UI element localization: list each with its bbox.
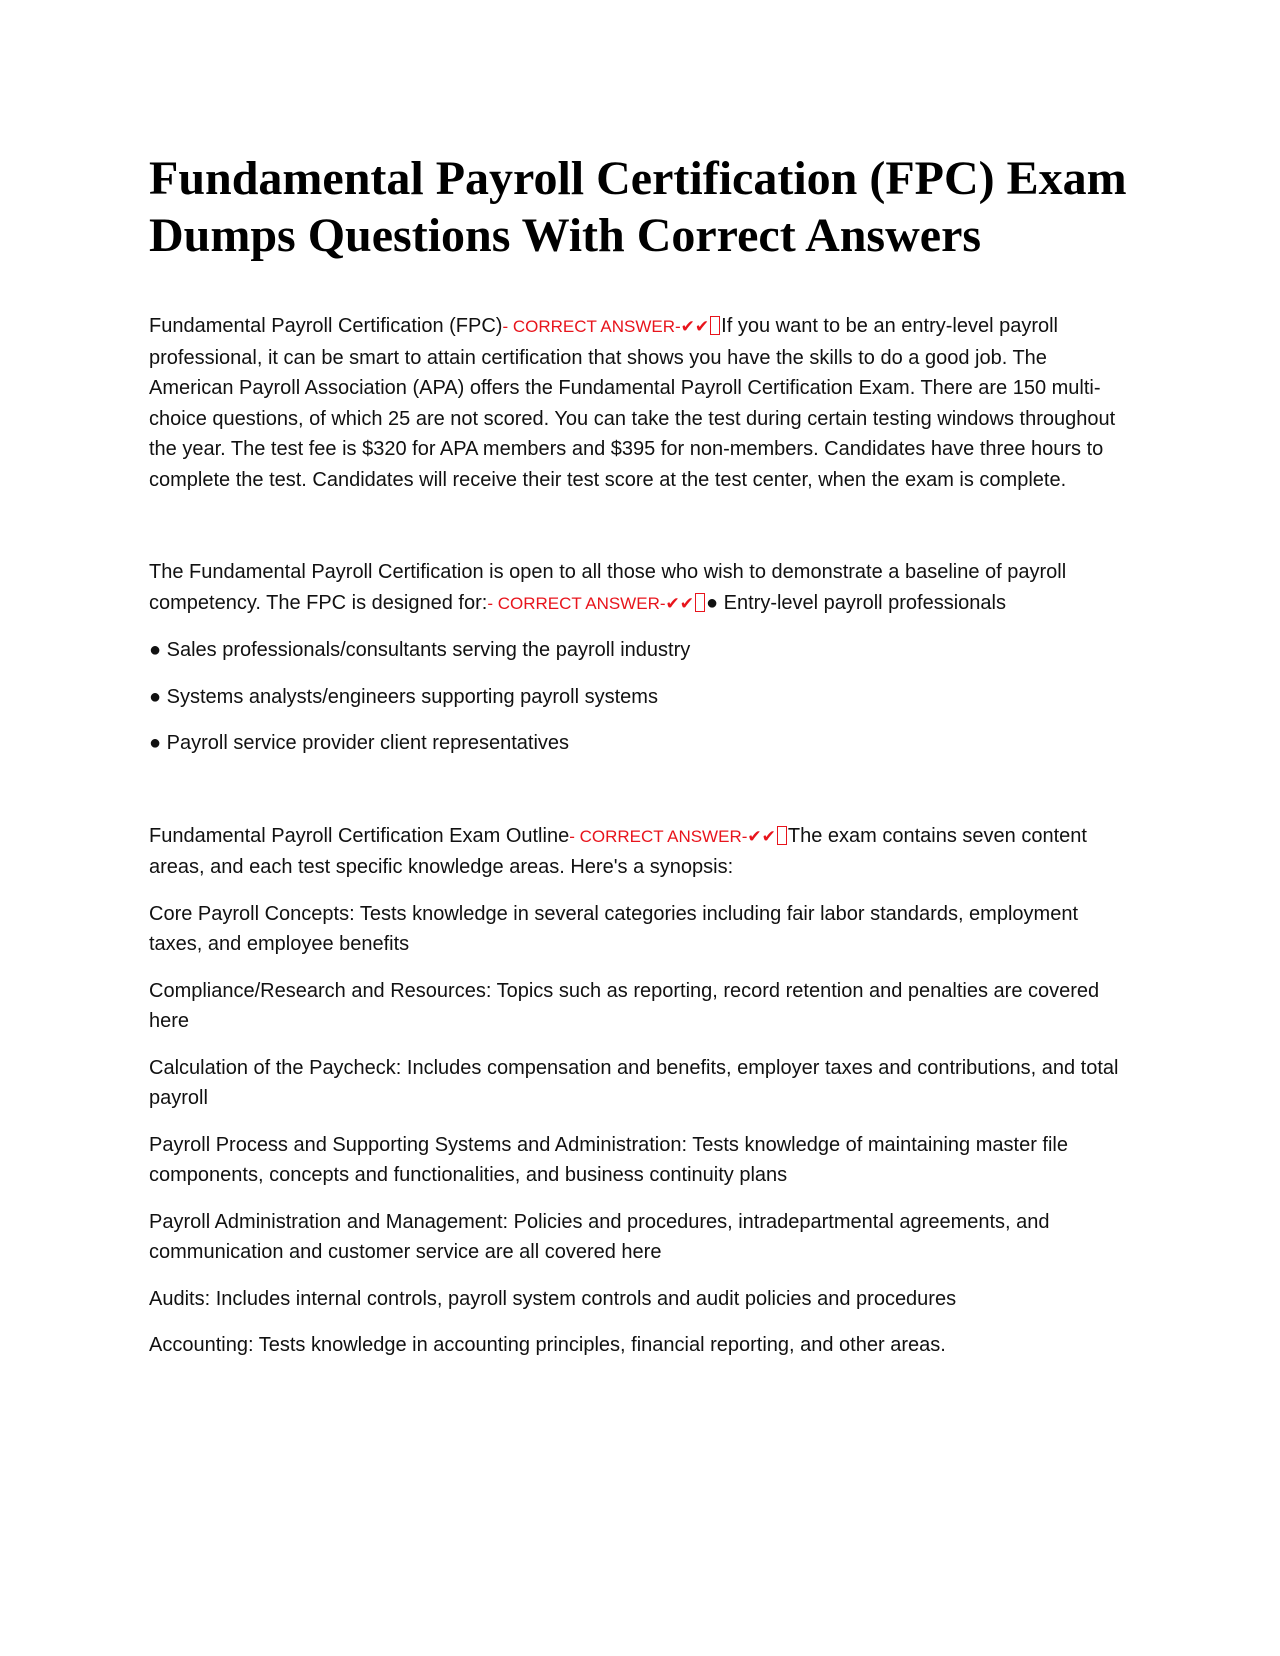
answer-text: The exam contains seven content areas, and each test specific knowledge areas. Here's a synopsis: bbox=[149, 824, 1087, 878]
missing-glyph-icon bbox=[710, 316, 720, 335]
content-area-item: Compliance/Research and Resources: Topics such as reporting, record retention and penalties are covered here bbox=[149, 979, 1100, 1032]
bullet-item: ● Sales professionals/consultants serving the payroll industry bbox=[149, 639, 691, 661]
question-text: Fundamental Payroll Certification Exam Outline bbox=[149, 824, 570, 847]
document-page bbox=[149, 150, 1129, 1377]
question-text: The Fundamental Payroll Certification is open to all those who wish to demonstrate a baseline of payroll competency. The FPC is designed for: bbox=[149, 561, 1067, 614]
answer-text: ● Entry-level payroll professionals bbox=[706, 591, 1006, 614]
content-area-item: Core Payroll Concepts: Tests knowledge in several categories including fair labor standards, employment taxes, and employee benefits bbox=[149, 902, 1078, 955]
correct-answer-label: - CORRECT ANSWER-✔✔ bbox=[487, 593, 694, 613]
content-area-item: Calculation of the Paycheck: Includes compensation and benefits, employer taxes and contributions, and total payroll bbox=[149, 1056, 1119, 1109]
qa-paragraph bbox=[149, 311, 1129, 495]
content-area-item: Audits: Includes internal controls, payroll system controls and audit policies and procedures bbox=[149, 1287, 957, 1310]
bullet-item: ● Payroll service provider client representatives bbox=[149, 732, 570, 754]
missing-glyph-icon bbox=[777, 826, 787, 845]
bullet-item: ● Systems analysts/engineers supporting payroll systems bbox=[149, 685, 658, 708]
correct-answer-label: - CORRECT ANSWER-✔✔ bbox=[569, 826, 776, 846]
content-area-item: Accounting: Tests knowledge in accounting principles, financial reporting, and other areas. bbox=[149, 1334, 946, 1356]
correct-answer-label: - CORRECT ANSWER-✔✔ bbox=[502, 317, 710, 336]
content-area-item: Payroll Process and Supporting Systems and Administration: Tests knowledge of maintaining master file components, concepts and functionalities, and business continuity plans bbox=[149, 1133, 1068, 1186]
qa-paragraph bbox=[149, 557, 1129, 619]
qa-paragraph bbox=[149, 821, 1129, 883]
document-title: Fundamental Payroll Certification (FPC) Exam Dumps Questions With Correct Answers bbox=[149, 152, 1127, 262]
answer-text: If you want to be an entry-level payroll professional, it can be smart to attain certification that shows you have the skills to do a good job. The American Payroll Association (APA) offers the Fundamental Payroll Certification Exam. There are 150 multi-choice questions, of which 25 are not scored. You can take the test during certain testing windows throughout the year. The test fee is $320 for APA members and $395 for non-members. Candidates have three hours to complete the test. Candidates will receive their test score at the test center, when the exam is complete. bbox=[149, 315, 1116, 491]
content-area-item: Payroll Administration and Management: Policies and procedures, intradepartmental agreements, and communication and customer service are all covered here bbox=[149, 1210, 1050, 1263]
question-text: Fundamental Payroll Certification (FPC) bbox=[149, 315, 503, 337]
missing-glyph-icon bbox=[695, 593, 705, 612]
